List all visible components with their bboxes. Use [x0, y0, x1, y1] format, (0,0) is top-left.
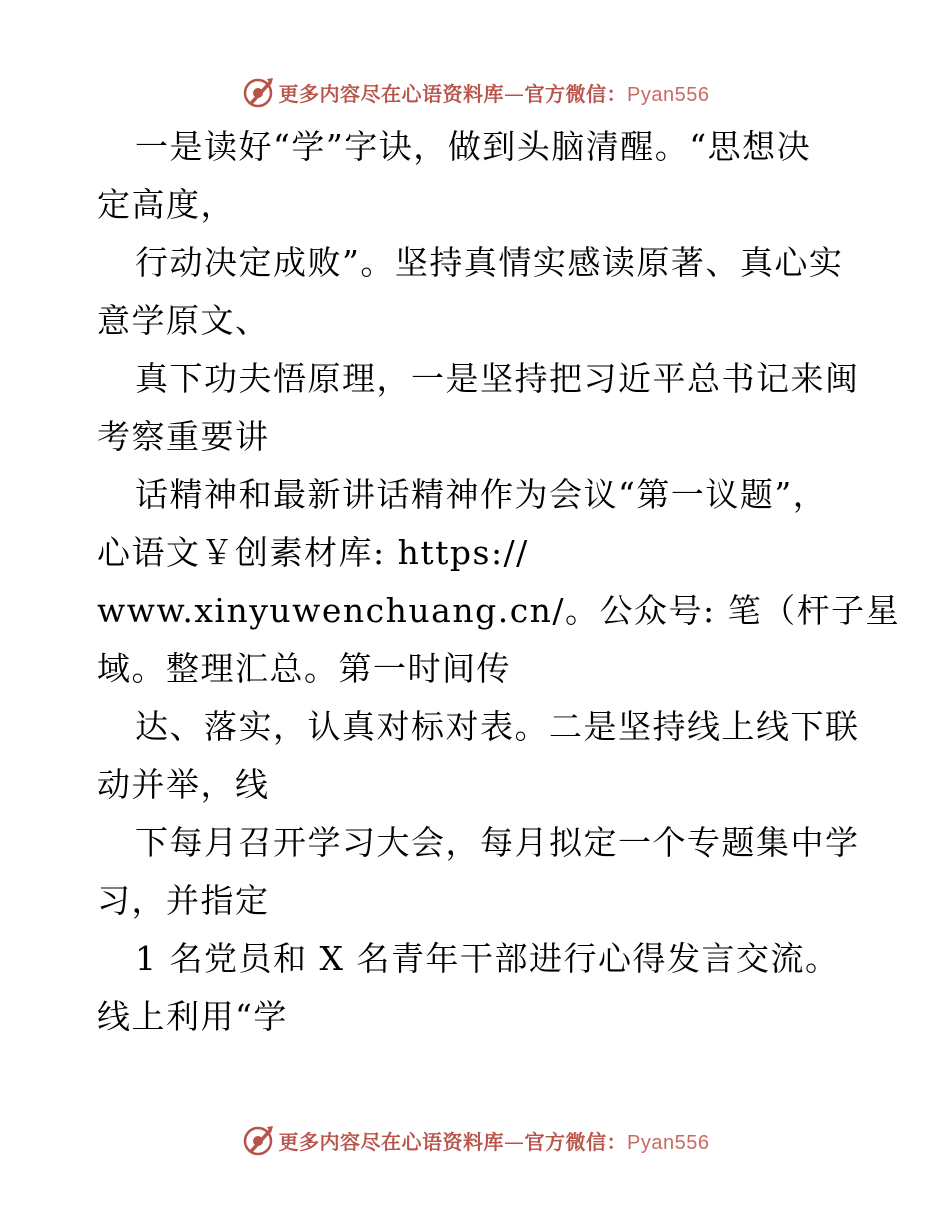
quill-seal-icon: [241, 75, 275, 109]
body-line: 真下功夫悟原理，一是坚持把习近平总书记来闽: [135, 359, 860, 398]
body-line: 话精神和最新讲话精神作为会议“第一议题”，: [135, 475, 828, 514]
body-line: 达、落实，认真对标对表。二是坚持线上线下联: [135, 707, 860, 746]
quill-seal-icon: [241, 1123, 275, 1157]
body-line: 考察重要讲: [97, 417, 270, 456]
banner-text: 更多内容尽在心语资料库: [278, 1129, 505, 1154]
body-line: 定高度，: [97, 185, 235, 224]
body-line: 下每月召开学习大会，每月拟定一个专题集中学: [135, 823, 860, 862]
banner-official: 官方微信：: [524, 1129, 628, 1154]
body-line: 动并举，线: [97, 765, 270, 804]
banner-dash: —: [504, 81, 525, 106]
banner-dash: —: [504, 1129, 525, 1154]
banner-wechat-id: Pyan556: [627, 83, 710, 106]
banner-wechat-id: Pyan556: [627, 1131, 710, 1154]
body-line: 1 名党员和 X 名青年干部进行心得发言交流。: [135, 939, 840, 978]
body-line: 心语文￥创素材库: https://: [97, 533, 529, 572]
header-watermark-banner: [0, 72, 950, 112]
body-line: 习，并指定: [97, 881, 270, 920]
body-line: www.xinyuwenchuang.cn/。公众号: 笔（杆子星: [97, 591, 901, 630]
banner-official: 官方微信：: [524, 81, 628, 106]
body-line: 一是读好“学”字诀，做到头脑清醒。“思想决: [135, 127, 812, 166]
footer-watermark-banner: [0, 1120, 950, 1160]
document-body: [97, 118, 901, 1046]
body-line: 域。整理汇总。第一时间传: [97, 649, 511, 688]
body-line: 线上利用“学: [97, 997, 288, 1036]
body-line: 意学原文、: [97, 301, 270, 340]
body-line: 行动决定成败”。坚持真情实感读原著、真心实: [135, 243, 844, 282]
banner-text: 更多内容尽在心语资料库: [278, 81, 505, 106]
